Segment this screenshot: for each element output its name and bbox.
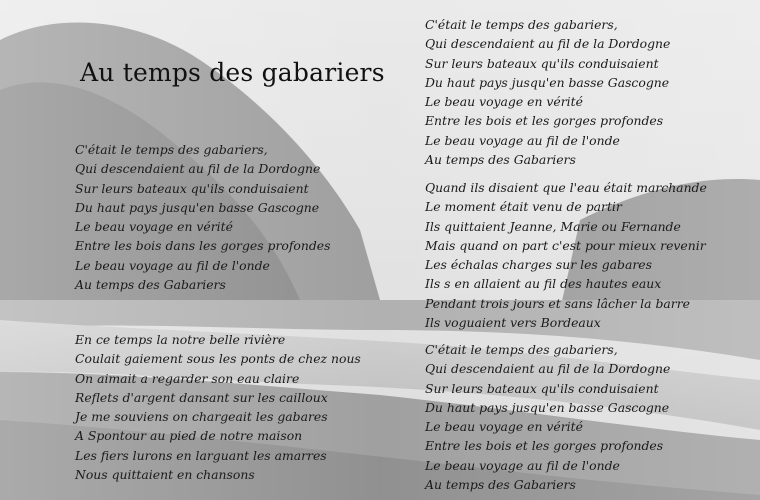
- stanza-2: [75, 330, 361, 484]
- verse-line: Le moment était venu de partir: [425, 199, 622, 215]
- verse-line: Du haut pays jusqu'en basse Gascogne: [75, 199, 320, 215]
- verse-line: Le beau voyage en vérité: [75, 219, 233, 235]
- verse-line: Pendant trois jours et sans lâcher la barre: [425, 295, 690, 311]
- verse-line: Mais quand on part c'est pour mieux revenir: [425, 237, 706, 253]
- verse-line: Coulait gaiement sous les ponts de chez nous: [75, 351, 361, 367]
- verse-line: Sur leurs bateaux qu'ils conduisaient: [425, 380, 659, 396]
- verse-line: Au temps des Gabariers: [425, 477, 576, 493]
- verse-line: Entre les bois et les gorges profondes: [425, 438, 664, 454]
- page-title: Au temps des gabariers: [80, 58, 385, 87]
- verse-line: Au temps des Gabariers: [425, 152, 576, 168]
- verse-line: Sur leurs bateaux qu'ils conduisaient: [75, 180, 309, 196]
- verse-line: Le beau voyage au fil de l'onde: [425, 457, 620, 473]
- stanza-5: [425, 340, 670, 494]
- verse-line: Entre les bois et les gorges profondes: [425, 113, 664, 129]
- verse-line: Du haut pays jusqu'en basse Gascogne: [425, 74, 670, 90]
- verse-line: Ils s en allaient au fil des hautes eaux: [425, 276, 662, 292]
- verse-line: Le beau voyage en vérité: [425, 419, 583, 435]
- verse-line: Qui descendaient au fil de la Dordogne: [75, 161, 321, 177]
- verse-line: Je me souviens on chargeait les gabares: [75, 409, 328, 425]
- verse-line: On aimait a regarder son eau claire: [75, 370, 300, 386]
- stanza-1: [75, 140, 330, 294]
- verse-line: Ils quittaient Jeanne, Marie ou Fernande: [425, 218, 681, 234]
- stanza-3: [425, 15, 670, 169]
- verse-line: Reflets d'argent dansant sur les cailloux: [75, 389, 328, 405]
- verse-line: Nous quittaient en chansons: [75, 467, 255, 483]
- verse-line: Ils voguaient vers Bordeaux: [425, 315, 601, 331]
- verse-line: Sur leurs bateaux qu'ils conduisaient: [425, 55, 659, 71]
- verse-line: Du haut pays jusqu'en basse Gascogne: [425, 399, 670, 415]
- verse-line: C'était le temps des gabariers,: [425, 17, 618, 32]
- verse-line: Le beau voyage au fil de l'onde: [75, 257, 270, 273]
- verse-line: En ce temps la notre belle rivière: [75, 332, 286, 347]
- verse-line: C'était le temps des gabariers,: [75, 142, 268, 157]
- verse-line: Au temps des Gabariers: [75, 277, 226, 293]
- stanza-4: [425, 178, 707, 332]
- verse-line: A Spontour au pied de notre maison: [75, 428, 303, 444]
- verse-line: Entre les bois dans les gorges profondes: [75, 238, 331, 254]
- verse-line: Les échalas charges sur les gabares: [425, 257, 652, 273]
- verse-line: Le beau voyage en vérité: [425, 94, 583, 110]
- verse-line: C'était le temps des gabariers,: [425, 342, 618, 357]
- verse-line: Les fiers lurons en larguant les amarres: [75, 447, 327, 463]
- verse-line: Qui descendaient au fil de la Dordogne: [425, 361, 671, 377]
- verse-line: Le beau voyage au fil de l'onde: [425, 132, 620, 148]
- verse-line: Qui descendaient au fil de la Dordogne: [425, 36, 671, 52]
- verse-line: Quand ils disaient que l'eau était marchande: [425, 180, 707, 195]
